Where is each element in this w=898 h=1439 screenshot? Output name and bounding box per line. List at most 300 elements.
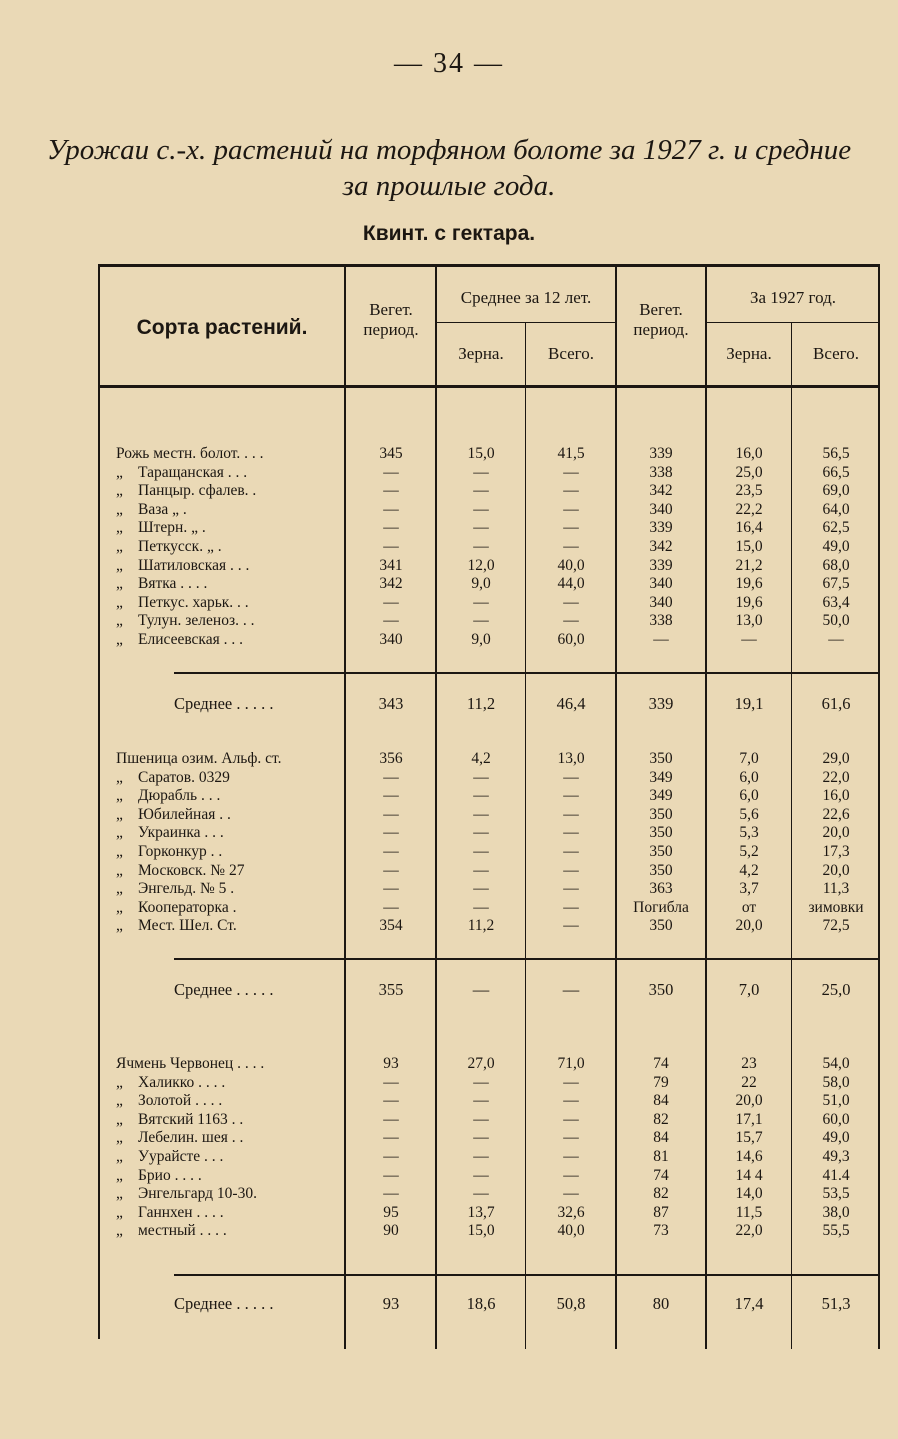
- ditto-mark: „: [116, 1166, 123, 1184]
- cell-v2: 79: [653, 1073, 669, 1091]
- cell-v2: 74: [653, 1055, 669, 1072]
- cell-v2: 349: [649, 787, 673, 805]
- cell-g2: 14,0: [735, 1185, 763, 1203]
- variety-name: Петкусск. „ .: [138, 538, 222, 555]
- cell-g2: 17,1: [735, 1110, 763, 1128]
- cell-v1: —: [383, 898, 399, 916]
- cell-v2: 350: [649, 750, 673, 767]
- table-row: [98, 1073, 880, 1092]
- cell-g2: 16,4: [735, 519, 763, 537]
- cell-v2: —: [653, 631, 669, 648]
- cell-t2: зимовки: [808, 898, 864, 916]
- cell-g1: 13,7: [467, 1203, 495, 1221]
- cell-v1: 345: [379, 445, 403, 462]
- ditto-mark: „: [116, 612, 123, 630]
- cell-v2: 87: [653, 1203, 669, 1221]
- cell-t2: 20,0: [822, 861, 850, 879]
- header-year-1927: За 1927 год.: [749, 288, 837, 307]
- rye-avg-row: [98, 694, 880, 713]
- variety-name: Ваза „ .: [138, 500, 187, 518]
- cell-g1: 15,0: [467, 1222, 495, 1240]
- variety-name: Московск. № 27: [138, 861, 245, 879]
- cell-t1: —: [563, 612, 579, 630]
- cell-v2: 350: [649, 824, 673, 842]
- cell-t2: 49,3: [822, 1148, 850, 1165]
- table-row: [98, 1221, 880, 1240]
- table-row: [98, 879, 880, 898]
- table-row: [98, 823, 880, 842]
- cell-g2: 5,3: [739, 824, 759, 842]
- variety-name: Пшеница озим. Альф. ст.: [116, 750, 282, 767]
- table-row: [98, 518, 880, 537]
- cell-t2: 41.4: [822, 1166, 850, 1184]
- ditto-mark: „: [116, 593, 123, 611]
- variety-name: Петкус. харьк. . .: [138, 593, 249, 611]
- table-row: [98, 574, 880, 593]
- cell-v2: 82: [653, 1185, 669, 1203]
- ditto-mark: „: [116, 538, 123, 555]
- variety-name: Юбилейная . .: [138, 805, 231, 823]
- cell-g1: —: [473, 519, 489, 537]
- variety-name: Среднее . . . . .: [174, 1294, 274, 1313]
- cell-t1: 40,0: [557, 1222, 585, 1240]
- variety-name: Горконкур . .: [138, 843, 223, 860]
- header-grain-2: Зерна.: [726, 344, 772, 363]
- cell-t1: —: [563, 805, 579, 823]
- cell-t1: —: [563, 593, 579, 611]
- cell-t1: —: [563, 1185, 579, 1203]
- table-row: [98, 463, 880, 482]
- cell-t2: —: [828, 631, 844, 648]
- table-row: [98, 1091, 880, 1110]
- cell-t2: 56,5: [822, 445, 850, 462]
- cell-v1: —: [383, 861, 399, 879]
- table-row: [98, 500, 880, 519]
- barley-avg-row: [98, 1294, 880, 1313]
- ditto-mark: „: [116, 1185, 123, 1203]
- variety-name: Золотой . . . .: [138, 1092, 223, 1110]
- ditto-mark: „: [116, 768, 123, 786]
- table-row: [98, 611, 880, 630]
- cell-t2: 61,6: [821, 694, 851, 713]
- page-number: — 34 —: [394, 48, 504, 79]
- cell-t1: —: [563, 1166, 579, 1184]
- cell-v2: 340: [649, 593, 673, 611]
- cell-t2: 49,0: [822, 538, 850, 555]
- cell-g1: —: [473, 861, 489, 879]
- cell-g1: 9,0: [471, 631, 491, 648]
- cell-v2: 339: [649, 556, 673, 574]
- page-title: Урожаи с.-х. растений на торфяном болоте за 1927 г. и средние за прошлые года.: [46, 134, 852, 202]
- cell-v1: —: [383, 843, 399, 860]
- cell-t1: —: [563, 768, 579, 786]
- cell-v2: 349: [649, 768, 673, 786]
- header-bottom-border: [98, 385, 880, 388]
- cell-t2: 25,0: [821, 980, 851, 999]
- ditto-mark: „: [116, 1129, 123, 1147]
- cell-g2: 5,6: [739, 805, 759, 823]
- cell-g2: 20,0: [735, 917, 763, 935]
- variety-name: Ганнхен . . . .: [138, 1203, 224, 1221]
- ditto-mark: „: [116, 880, 123, 898]
- cell-v1: 356: [379, 750, 403, 767]
- table-row: [98, 1110, 880, 1129]
- cell-t2: 22,6: [822, 805, 850, 823]
- cell-v1: —: [383, 612, 399, 630]
- cell-g1: —: [473, 1073, 489, 1091]
- wheat-avg-row: [98, 980, 880, 999]
- cell-g1: 12,0: [467, 556, 495, 574]
- ditto-mark: „: [116, 500, 123, 518]
- variety-name: Саратов. 0329: [138, 768, 230, 786]
- cell-g2: от: [741, 898, 757, 916]
- cell-t1: —: [563, 500, 579, 518]
- cell-t1: —: [563, 824, 579, 842]
- cell-g2: 20,0: [735, 1092, 763, 1110]
- variety-name: Вятский 1163 . .: [138, 1110, 244, 1128]
- cell-g2: 14,6: [735, 1148, 763, 1165]
- variety-name: Мест. Шел. Ст.: [138, 917, 237, 935]
- cell-g1: 4,2: [471, 750, 491, 767]
- table-row: [98, 805, 880, 824]
- cell-v1: —: [383, 1148, 399, 1165]
- table-row: [98, 842, 880, 861]
- cell-t1: —: [563, 1092, 579, 1110]
- cell-t1: 46,4: [556, 694, 586, 713]
- cell-v1: 340: [379, 631, 403, 648]
- variety-name: местный . . . .: [138, 1222, 227, 1240]
- cell-v2: 80: [652, 1294, 670, 1313]
- header-total-2: Всего.: [813, 344, 859, 363]
- cell-g1: —: [472, 980, 490, 999]
- variety-name: Энгельгард 10-30.: [138, 1185, 257, 1203]
- cell-v2: 350: [649, 805, 673, 823]
- cell-g1: —: [473, 805, 489, 823]
- cell-t1: 50,8: [556, 1294, 586, 1313]
- cell-v2: 84: [653, 1092, 669, 1110]
- variety-name: Среднее . . . . .: [174, 694, 274, 713]
- cell-v2: Погибла: [633, 898, 689, 916]
- cell-v1: —: [383, 1185, 399, 1203]
- cell-t2: 69,0: [822, 482, 850, 500]
- cell-g2: —: [741, 631, 757, 648]
- cell-t1: —: [563, 463, 579, 481]
- ditto-mark: „: [116, 575, 123, 593]
- ditto-mark: „: [116, 1092, 123, 1110]
- cell-t1: —: [563, 861, 579, 879]
- cell-t2: 16,0: [822, 787, 850, 805]
- cell-t1: —: [563, 843, 579, 860]
- cell-g1: 18,6: [466, 1294, 496, 1313]
- header-veg-period-2: Вегет. период.: [633, 300, 689, 339]
- ditto-mark: „: [116, 917, 123, 935]
- cell-g1: 15,0: [467, 445, 495, 462]
- cell-t1: —: [563, 787, 579, 805]
- header-variety: Сорта растений.: [136, 316, 308, 339]
- cell-t2: 22,0: [822, 768, 850, 786]
- ditto-mark: „: [116, 861, 123, 879]
- cell-g1: —: [473, 898, 489, 916]
- cell-v1: 95: [383, 1203, 399, 1221]
- cell-t1: —: [563, 1110, 579, 1128]
- cell-v2: 350: [649, 861, 673, 879]
- cell-v1: 90: [383, 1222, 399, 1240]
- cell-v2: 339: [649, 519, 673, 537]
- table-row: [98, 1147, 880, 1166]
- variety-name: Дюрабль . . .: [138, 787, 221, 805]
- header-veg-period-1: Вегет. период.: [363, 300, 419, 339]
- cell-g1: 27,0: [467, 1055, 495, 1072]
- cell-v1: —: [383, 768, 399, 786]
- variety-name: Уурайсте . . .: [138, 1148, 224, 1165]
- cell-v1: —: [383, 519, 399, 537]
- cell-g2: 15,7: [735, 1129, 763, 1147]
- cell-g1: —: [473, 1110, 489, 1128]
- cell-v1: —: [383, 500, 399, 518]
- cell-g2: 13,0: [735, 612, 763, 630]
- table-row: [98, 630, 880, 649]
- cell-t2: 68,0: [822, 556, 850, 574]
- cell-t1: —: [563, 917, 579, 935]
- cell-t2: 72,5: [822, 917, 850, 935]
- table-row: [98, 786, 880, 805]
- table-row: [98, 1054, 880, 1073]
- cell-g2: 22,0: [735, 1222, 763, 1240]
- cell-g2: 11,5: [735, 1203, 763, 1221]
- ditto-mark: „: [116, 898, 123, 916]
- cell-g2: 4,2: [739, 861, 759, 879]
- cell-t2: 60,0: [822, 1110, 850, 1128]
- ditto-mark: „: [116, 1073, 123, 1091]
- cell-g1: 11,2: [466, 694, 496, 713]
- cell-g2: 15,0: [735, 538, 763, 555]
- variety-name: Тулун. зеленоз. . .: [138, 612, 255, 630]
- cell-v1: —: [383, 1110, 399, 1128]
- cell-v1: —: [383, 482, 399, 500]
- cell-t2: 49,0: [822, 1129, 850, 1147]
- subheader-divider-right: [706, 322, 880, 323]
- cell-g1: —: [473, 1166, 489, 1184]
- table-row: [98, 481, 880, 500]
- cell-t2: 20,0: [822, 824, 850, 842]
- cell-v2: 340: [649, 575, 673, 593]
- cell-t2: 67,5: [822, 575, 850, 593]
- cell-t1: —: [563, 538, 579, 555]
- ditto-mark: „: [116, 463, 123, 481]
- cell-v2: 342: [649, 538, 673, 555]
- cell-v2: 338: [649, 612, 673, 630]
- subheader-divider-left: [436, 322, 616, 323]
- cell-g1: —: [473, 1092, 489, 1110]
- cell-t1: 40,0: [557, 556, 585, 574]
- cell-t2: 17,3: [822, 843, 850, 860]
- variety-name: Кооператорка .: [138, 898, 237, 916]
- cell-v2: 363: [649, 880, 673, 898]
- header-total-1: Всего.: [548, 344, 594, 363]
- cell-g2: 19,1: [734, 694, 764, 713]
- cell-t1: —: [563, 1148, 579, 1165]
- cell-t1: 13,0: [557, 750, 585, 767]
- cell-v1: 343: [378, 694, 404, 713]
- cell-g2: 3,7: [739, 880, 759, 898]
- table-row: [98, 593, 880, 612]
- table-row: [98, 1166, 880, 1185]
- variety-name: Энгельд. № 5 .: [138, 880, 235, 898]
- ditto-mark: „: [116, 787, 123, 805]
- variety-name: Лебелин. шея . .: [138, 1129, 244, 1147]
- cell-t2: 63,4: [822, 593, 850, 611]
- cell-v1: 354: [379, 917, 403, 935]
- ditto-mark: „: [116, 843, 123, 860]
- header-avg-12-years: Среднее за 12 лет.: [460, 288, 592, 307]
- cell-g1: —: [473, 463, 489, 481]
- cell-g1: —: [473, 500, 489, 518]
- yield-table: [98, 264, 880, 1354]
- cell-g2: 22,2: [735, 500, 763, 518]
- cell-t1: 71,0: [557, 1055, 585, 1072]
- ditto-mark: „: [116, 824, 123, 842]
- cell-t1: —: [563, 898, 579, 916]
- variety-name: Панцыр. сфалев. .: [138, 482, 257, 500]
- cell-t1: —: [562, 980, 580, 999]
- cell-g1: —: [473, 843, 489, 860]
- cell-v2: 342: [649, 482, 673, 500]
- table-row: [98, 556, 880, 575]
- cell-t2: 54,0: [822, 1055, 850, 1072]
- table-row: [98, 537, 880, 556]
- variety-name: Ячмень Червонец . . . .: [116, 1055, 265, 1072]
- ditto-mark: „: [116, 519, 123, 537]
- cell-t1: —: [563, 1129, 579, 1147]
- cell-g1: —: [473, 538, 489, 555]
- cell-t1: —: [563, 482, 579, 500]
- table-row: [98, 1203, 880, 1222]
- variety-name: Елисеевская . . .: [138, 631, 243, 648]
- cell-t1: 41,5: [557, 445, 585, 462]
- cell-v2: 350: [649, 843, 673, 860]
- cell-t2: 50,0: [822, 612, 850, 630]
- cell-g1: —: [473, 768, 489, 786]
- cell-v2: 82: [653, 1110, 669, 1128]
- cell-v1: —: [383, 593, 399, 611]
- cell-v2: 339: [648, 694, 674, 713]
- header-grain-1: Зерна.: [458, 344, 504, 363]
- table-row: [98, 749, 880, 768]
- table-row: [98, 916, 880, 935]
- variety-name: Рожь местн. болот. . . .: [116, 445, 264, 462]
- variety-name: Вятка . . . .: [138, 575, 208, 593]
- ditto-mark: „: [116, 805, 123, 823]
- ditto-mark: „: [116, 482, 123, 500]
- table-row: [98, 861, 880, 880]
- cell-v1: —: [383, 824, 399, 842]
- cell-g2: 22: [741, 1073, 757, 1091]
- table-top-border: [98, 264, 880, 267]
- ditto-mark: „: [116, 1203, 123, 1221]
- cell-v2: 84: [653, 1129, 669, 1147]
- cell-v1: 93: [383, 1055, 399, 1072]
- cell-v1: 342: [379, 575, 403, 593]
- cell-g2: 5,2: [739, 843, 759, 860]
- cell-t2: 58,0: [822, 1073, 850, 1091]
- cell-v1: —: [383, 463, 399, 481]
- cell-t2: 62,5: [822, 519, 850, 537]
- table-row: [98, 1128, 880, 1147]
- table-row: [98, 444, 880, 463]
- cell-v2: 81: [653, 1148, 669, 1165]
- cell-v1: 93: [382, 1294, 400, 1313]
- cell-g1: —: [473, 787, 489, 805]
- cell-v1: —: [383, 880, 399, 898]
- cell-v1: 341: [379, 556, 403, 574]
- table-row: [98, 1184, 880, 1203]
- cell-g1: —: [473, 612, 489, 630]
- cell-g1: —: [473, 880, 489, 898]
- variety-name: Таращанская . . .: [138, 463, 248, 481]
- cell-v1: —: [383, 1073, 399, 1091]
- cell-g1: 9,0: [471, 575, 491, 593]
- cell-g1: —: [473, 1185, 489, 1203]
- cell-v2: 340: [649, 500, 673, 518]
- barley-avg-separator: [174, 1274, 878, 1276]
- variety-name: Шатиловская . . .: [138, 556, 250, 574]
- cell-t2: 55,5: [822, 1222, 850, 1240]
- cell-g1: —: [473, 824, 489, 842]
- cell-v1: —: [383, 1129, 399, 1147]
- cell-t2: 64,0: [822, 500, 850, 518]
- cell-g2: 7,0: [739, 750, 759, 767]
- cell-t2: 53,5: [822, 1185, 850, 1203]
- cell-g2: 6,0: [739, 768, 759, 786]
- cell-v2: 74: [653, 1166, 669, 1184]
- rye-avg-separator: [174, 672, 878, 674]
- table-row: [98, 898, 880, 917]
- variety-name: Халикко . . . .: [138, 1073, 226, 1091]
- cell-g2: 14 4: [735, 1166, 763, 1184]
- cell-v1: —: [383, 787, 399, 805]
- cell-g2: 25,0: [735, 463, 763, 481]
- ditto-mark: „: [116, 1110, 123, 1128]
- cell-g2: 6,0: [739, 787, 759, 805]
- cell-g2: 19,6: [735, 593, 763, 611]
- cell-g2: 19,6: [735, 575, 763, 593]
- cell-t1: —: [563, 519, 579, 537]
- cell-t2: 29,0: [822, 750, 850, 767]
- cell-v2: 73: [653, 1222, 669, 1240]
- cell-t2: 38,0: [822, 1203, 850, 1221]
- cell-t1: 32,6: [557, 1203, 585, 1221]
- cell-g1: 11,2: [467, 917, 495, 935]
- ditto-mark: „: [116, 556, 123, 574]
- cell-t2: 51,3: [821, 1294, 851, 1313]
- variety-name: Украинка . . .: [138, 824, 224, 842]
- ditto-mark: „: [116, 1148, 123, 1165]
- cell-t2: 51,0: [822, 1092, 850, 1110]
- cell-v1: —: [383, 1166, 399, 1184]
- cell-t2: 11,3: [822, 880, 850, 898]
- cell-t1: 44,0: [557, 575, 585, 593]
- cell-v1: —: [383, 805, 399, 823]
- cell-v2: 339: [649, 445, 673, 462]
- cell-t1: —: [563, 880, 579, 898]
- variety-name: Брио . . . .: [138, 1166, 202, 1184]
- table-row: [98, 768, 880, 787]
- cell-v1: 355: [378, 980, 404, 999]
- cell-v1: —: [383, 538, 399, 555]
- cell-g2: 16,0: [735, 445, 763, 462]
- cell-g1: —: [473, 1148, 489, 1165]
- cell-v2: 350: [649, 917, 673, 935]
